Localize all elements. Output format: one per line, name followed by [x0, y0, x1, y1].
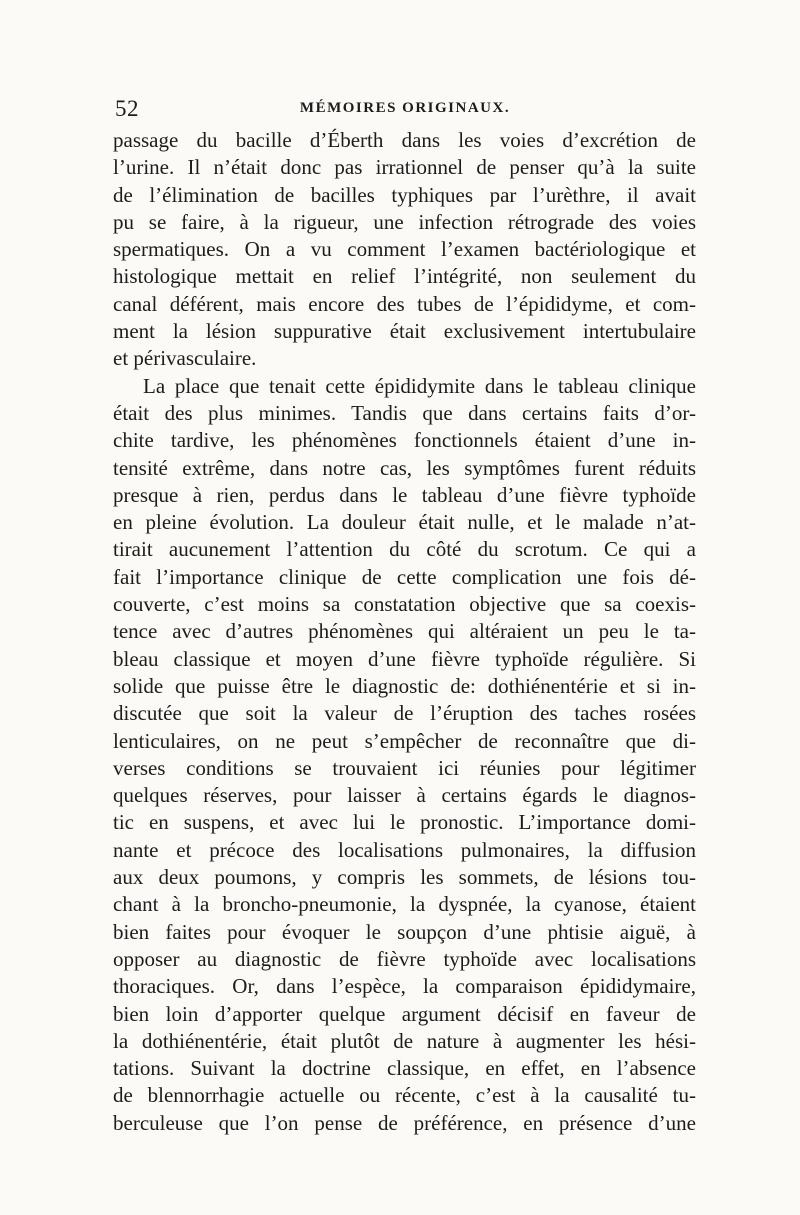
text-line: berculeuse que l’on pense de préférence, en présence d’une [113, 1110, 696, 1135]
text-line: passage du bacille d’Éberth dans les voies d’excrétion de [113, 128, 696, 152]
text-line: presque à rien, perdus dans le tableau d’une fièvre typhoïde [113, 482, 696, 507]
page-number: 52 [115, 96, 139, 121]
text-line: tensité extrême, dans notre cas, les symptômes furent réduits [113, 455, 696, 480]
text-line: lenticulaires, on ne peut s’empêcher de reconnaître que di- [113, 728, 696, 753]
text-line: de l’élimination de bacilles typhiques par l’urèthre, il avait [113, 182, 696, 207]
text-line: canal déférent, mais encore des tubes de l’épididyme, et com- [113, 291, 696, 316]
text-line: chant à la broncho-pneumonie, la dyspnée, la cyanose, étaient [113, 892, 696, 917]
running-title: MÉMOIRES ORIGINAUX. [299, 100, 511, 116]
text-line: et périvasculaire. [113, 346, 257, 371]
text-line: aux deux poumons, y compris les sommets, de lésions tou- [113, 865, 696, 890]
text-line: tic en suspens, et avec lui le pronostic. L’importance domi- [113, 810, 696, 835]
text-line: de blennorrhagie actuelle ou récente, c’est à la causalité tu- [113, 1083, 696, 1108]
text-line: La place que tenait cette épididymite dans le tableau clinique [143, 373, 696, 398]
text-line: discutée que soit la valeur de l’éruption des taches rosées [113, 701, 696, 726]
text-line: tirait aucunement l’attention du côté du scrotum. Ce qui a [113, 537, 696, 562]
text-line: thoraciques. Or, dans l’espèce, la comparaison épididymaire, [113, 974, 696, 999]
text-line: tence avec d’autres phénomènes qui altéraient un peu le ta- [113, 619, 696, 644]
text-line: quelques réserves, pour laisser à certains égards le diagnos- [113, 783, 696, 808]
text-line: tations. Suivant la doctrine classique, en effet, en l’absence [113, 1056, 696, 1081]
text-line: chite tardive, les phénomènes fonctionnels étaient d’une in- [113, 428, 696, 453]
text-line: bien loin d’apporter quelque argument décisif en faveur de [113, 1001, 696, 1026]
body-text [113, 127, 696, 1137]
text-line: opposer au diagnostic de fièvre typhoïde avec localisations [113, 946, 696, 971]
text-line: était des plus minimes. Tandis que dans certains faits d’or- [113, 400, 696, 425]
text-line: histologique mettait en relief l’intégrité, non seulement du [113, 264, 696, 289]
page-header [115, 96, 695, 130]
text-line: pu se faire, à la rigueur, une infection rétrograde des voies [113, 209, 696, 234]
text-line: verses conditions se trouvaient ici réunies pour légitimer [113, 755, 696, 780]
text-line: la dothiénentérie, était plutôt de nature à augmenter les hési- [113, 1028, 696, 1053]
text-line: couverte, c’est moins sa constatation objective que sa coexis- [113, 592, 696, 617]
text-line: en pleine évolution. La douleur était nulle, et le malade n’at- [113, 510, 696, 535]
text-line: bien faites pour évoquer le soupçon d’une phtisie aiguë, à [113, 919, 696, 944]
text-line: bleau classique et moyen d’une fièvre typhoïde régulière. Si [113, 646, 696, 671]
text-line: solide que puisse être le diagnostic de: dothiénentérie et si in- [113, 673, 696, 698]
text-line: spermatiques. On a vu comment l’examen bactériologique et [113, 237, 696, 262]
text-line: nante et précoce des localisations pulmonaires, la diffusion [113, 837, 696, 862]
text-line: l’urine. Il n’était donc pas irrationnel de penser qu’à la suite [113, 155, 696, 180]
text-line: ment la lésion suppurative était exclusivement intertubulaire [113, 319, 696, 344]
text-line: fait l’importance clinique de cette complication une fois dé- [113, 564, 696, 589]
